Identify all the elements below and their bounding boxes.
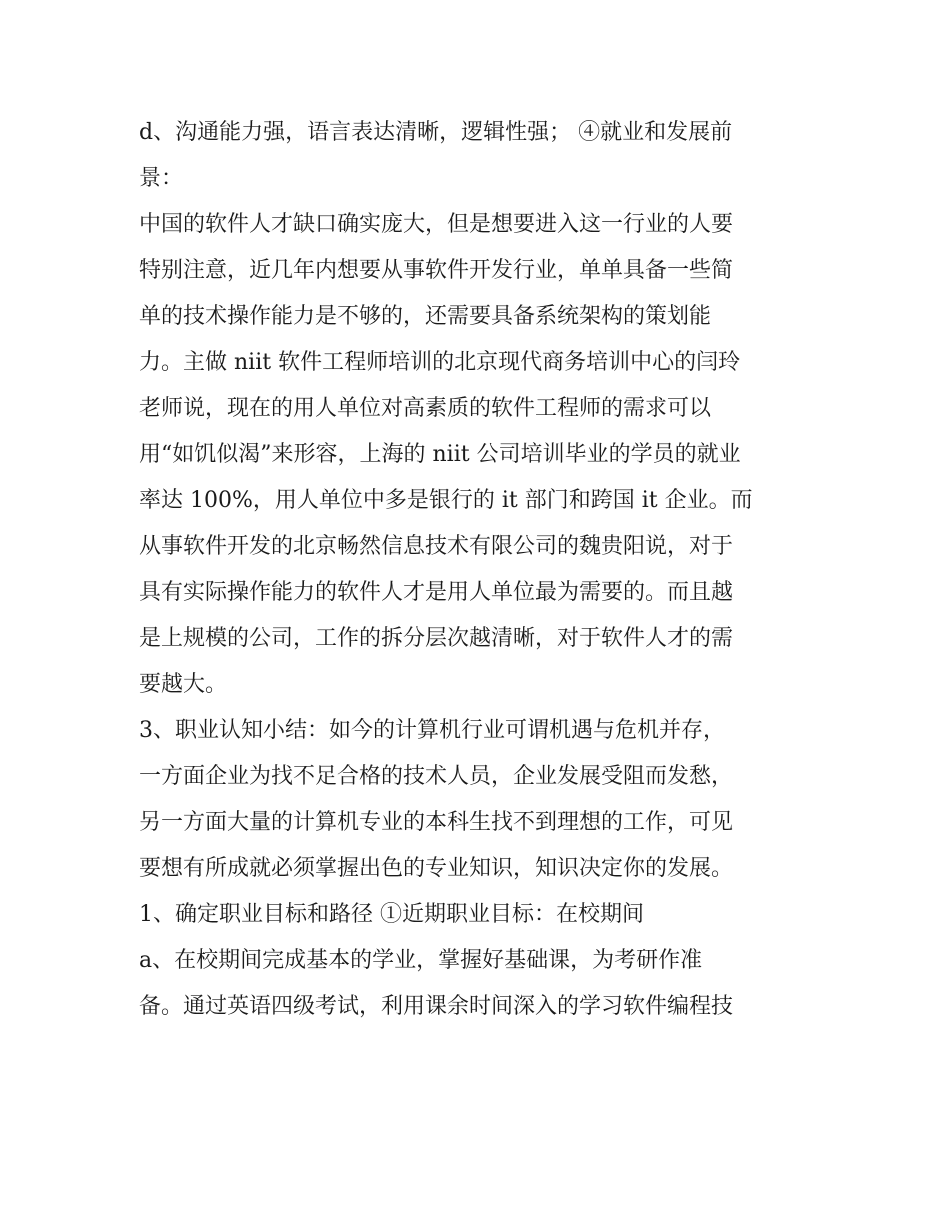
text-line: 老师说，现在的用人单位对高素质的软件工程师的需求可以	[139, 396, 712, 421]
text-line: a、在校期间完成基本的学业，掌握好基础课，为考研作准	[139, 948, 703, 973]
text-line: 特别注意，近几年内想要从事软件开发行业，单单具备一些简	[139, 258, 734, 283]
text-line: d、沟通能力强，语言表达清晰，逻辑性强； ④就业和发展前	[139, 120, 733, 145]
text-line: 备。通过英语四级考试，利用课余时间深入的学习软件编程技	[139, 994, 734, 1019]
text-line: 中国的软件人才缺口确实庞大，但是想要进入这一行业的人要	[139, 212, 734, 237]
text-line: 是上规模的公司，工作的拆分层次越清晰，对于软件人才的需	[139, 626, 734, 651]
text-line: 景：	[139, 166, 184, 191]
text-line: 另一方面大量的计算机专业的本科生找不到理想的工作，可见	[139, 810, 734, 835]
text-line: 1、确定职业目标和路径 ①近期职业目标：在校期间	[139, 902, 644, 927]
text-line: 一方面企业为找不足合格的技术人员，企业发展受阻而发愁，	[139, 764, 734, 789]
text-line: 具有实际操作能力的软件人才是用人单位最为需要的。而且越	[139, 580, 734, 605]
text-line: 单的技术操作能力是不够的，还需要具备系统架构的策划能	[139, 304, 712, 329]
text-line: 用“如饥似渴”来形容，上海的 niit 公司培训毕业的学员的就业	[139, 442, 741, 467]
document-body	[139, 110, 819, 1030]
text-line: 要想有所成就必须掌握出色的专业知识，知识决定你的发展。	[139, 856, 734, 881]
text-line: 要越大。	[139, 672, 228, 697]
text-line: 从事软件开发的北京畅然信息技术有限公司的魏贵阳说，对于	[139, 534, 734, 559]
text-line: 力。主做 niit 软件工程师培训的北京现代商务培训中心的闫玲	[139, 350, 741, 375]
text-line: 3、职业认知小结：如今的计算机行业可谓机遇与危机并存，	[139, 718, 725, 743]
text-line: 率达 100%，用人单位中多是银行的 it 部门和跨国 it 企业。而	[139, 488, 753, 513]
